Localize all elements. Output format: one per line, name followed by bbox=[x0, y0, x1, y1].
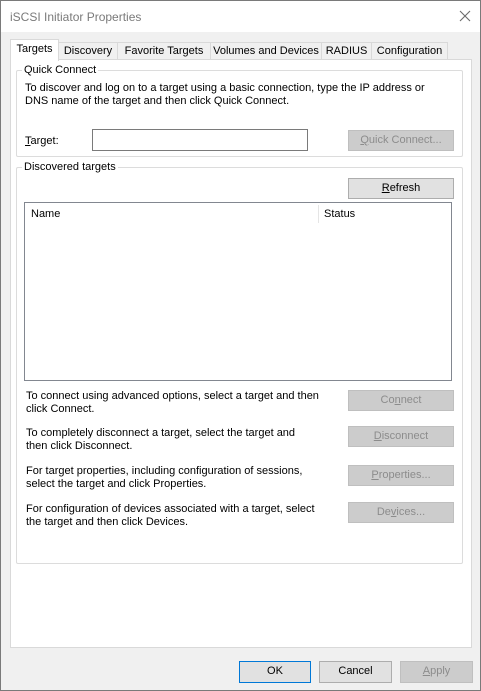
discovered-targets-group bbox=[16, 161, 463, 564]
quick-connect-legend: Quick Connect bbox=[24, 64, 97, 76]
quick-connect-description: To discover and log on to a target using a basic connection, type the IP address or DNS name of the target and then click Quick Connect. bbox=[25, 82, 425, 107]
quick-connect-button[interactable]: Quick Connect... bbox=[348, 130, 454, 151]
devices-button[interactable]: Devices... bbox=[348, 502, 454, 523]
tab-configuration[interactable]: Configuration bbox=[371, 42, 448, 60]
properties-description: For target properties, including configuration of sessions, select the target and click Properties. bbox=[26, 465, 303, 490]
properties-button[interactable]: Properties... bbox=[348, 465, 454, 486]
tab-discovery[interactable]: Discovery bbox=[58, 42, 118, 60]
column-header-status[interactable]: Status bbox=[324, 208, 356, 220]
apply-button[interactable]: Apply bbox=[400, 661, 473, 683]
targets-tab-panel bbox=[10, 59, 472, 648]
disconnect-button[interactable]: Disconnect bbox=[348, 426, 454, 447]
close-icon bbox=[459, 10, 471, 22]
connect-button[interactable]: Connect bbox=[348, 390, 454, 411]
cancel-button[interactable]: Cancel bbox=[319, 661, 392, 683]
devices-description: For configuration of devices associated with a target, select the target and then click Devices. bbox=[26, 503, 315, 528]
target-input[interactable] bbox=[92, 129, 308, 151]
connect-description: To connect using advanced options, select a target and then click Connect. bbox=[26, 390, 319, 415]
window-title: iSCSI Initiator Properties bbox=[10, 10, 142, 24]
tab-volumes-and-devices[interactable]: Volumes and Devices bbox=[210, 42, 322, 60]
quick-connect-group bbox=[16, 64, 463, 157]
tab-favorite-targets[interactable]: Favorite Targets bbox=[117, 42, 211, 60]
disconnect-description: To completely disconnect a target, select the target and then click Disconnect. bbox=[26, 427, 296, 452]
title-bar bbox=[1, 1, 480, 32]
column-separator[interactable] bbox=[318, 205, 319, 223]
ok-button[interactable]: OK bbox=[239, 661, 311, 683]
discovered-targets-legend: Discovered targets bbox=[24, 161, 116, 173]
tab-radius[interactable]: RADIUS bbox=[321, 42, 372, 60]
close-button[interactable] bbox=[450, 1, 480, 32]
target-label: Target: bbox=[25, 135, 59, 147]
column-header-name[interactable]: Name bbox=[31, 208, 61, 220]
targets-list[interactable] bbox=[24, 202, 452, 381]
tab-targets[interactable]: Targets bbox=[10, 39, 59, 61]
refresh-button[interactable]: Refresh bbox=[348, 178, 454, 199]
